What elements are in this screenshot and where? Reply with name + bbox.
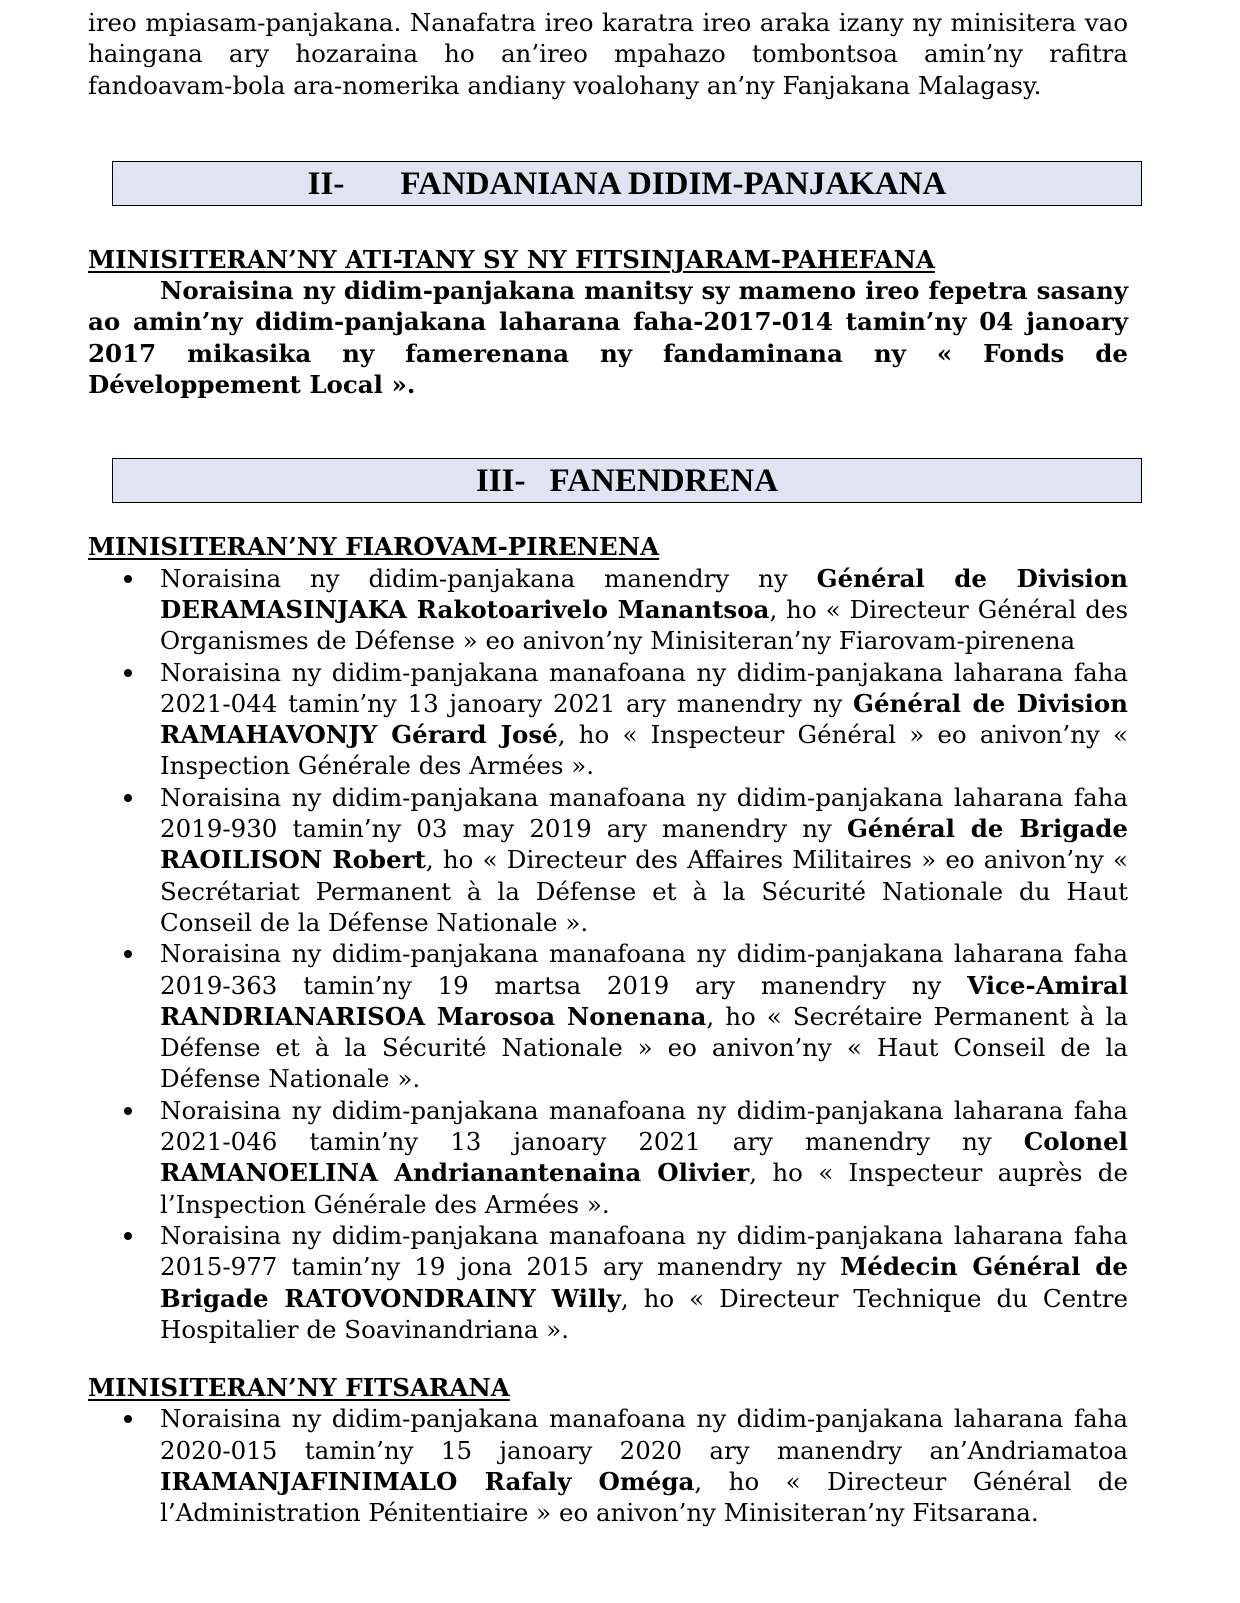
list-item: [160, 1220, 1128, 1345]
section-3-heading: [112, 458, 1142, 503]
section-2-title: FANDANIANA DIDIM-PANJAKANA: [400, 165, 947, 202]
ministry-heading-defense: MINISITERAN’NY FIAROVAM-PIRENENA: [88, 532, 660, 562]
appointee-name: Médecin Général de Brigade RATOVONDRAINY Willy: [160, 1252, 1128, 1313]
section-3-title: FANENDRENA: [549, 463, 779, 500]
ministry-heading-justice: MINISITERAN’NY FITSARANA: [88, 1373, 510, 1403]
list-item: [160, 657, 1128, 782]
list-item: [160, 563, 1128, 657]
item-text: , ho « Directeur Général de l’Administration Pénitentiaire » eo anivon’ny Minisiteran’ny Fitsarana.: [160, 1466, 1128, 1528]
appointee-name: Colonel RAMANOELINA Andrianantenaina Olivier: [160, 1127, 1128, 1188]
item-text: Noraisina ny didim-panjakana manafoana ny didim-panjakana laharana faha 2015-977 tamin’ny 19 jona 2015 ary manendry ny: [160, 1220, 1128, 1282]
item-text: Noraisina ny didim-panjakana manendry ny: [160, 563, 817, 593]
item-text: , ho « Secrétaire Permanent à la Défense et à la Sécurité Nationale » eo anivon’ny « Haut Conseil de la Défense Nationale ».: [160, 1001, 1128, 1094]
section-2-number: II-: [307, 165, 345, 202]
item-text: , ho « Directeur des Affaires Militaires » eo anivon’ny « Secrétariat Permanent à la Défense et à la Sécurité Nationale du Haut Conseil de la Défense Nationale ».: [160, 845, 1128, 937]
justice-appointments-list: [88, 1403, 1128, 1528]
intro-paragraph: ireo mpiasam-panjakana. Nanafatra ireo karatra ireo araka izany ny minisitera vao haingana ary hozaraina ho an’ireo mpahazo tombontsoa amin’ny rafitra fandoavam-bola ara-nomerika andiany voalohany an’ny Fanjakana Malagasy.: [88, 8, 1128, 100]
defense-appointments-list: [88, 563, 1128, 1345]
decree-paragraph: Noraisina ny didim-panjakana manitsy sy mameno ireo fepetra sasany ao amin’ny didim-panjakana laharana faha-2017-014 tamin’ny 04 janoary 2017 mikasika ny famerenana ny fandaminana ny « Fonds de Développement Local ».: [88, 276, 1128, 400]
section-3-number: III-: [475, 463, 526, 500]
item-text: Noraisina ny didim-panjakana manafoana ny didim-panjakana laharana faha 2021-046 tamin’ny 13 janoary 2021 ary manendry ny: [160, 1095, 1128, 1157]
ministry-heading-interior: MINISITERAN’NY ATI-TANY SY NY FITSINJARAM-PAHEFANA: [88, 244, 935, 274]
item-text: , ho « Directeur Technique du Centre Hospitalier de Soavinandriana ».: [160, 1283, 1128, 1344]
appointee-name: Général de Brigade RAOILISON Robert: [160, 814, 1128, 875]
appointee-name: Général de Division RAMAHAVONJY Gérard José: [160, 688, 1128, 750]
appointee-name: Général de Division DERAMASINJAKA Rakotoarivelo Manantsoa: [160, 563, 1128, 624]
item-text: Noraisina ny didim-panjakana manafoana ny didim-panjakana laharana faha 2019-363 tamin’ny 19 martsa 2019 ary manendry ny: [160, 939, 1128, 1000]
section-2-heading: [112, 161, 1142, 206]
list-item: [160, 1095, 1128, 1220]
item-text: , ho « Inspecteur auprès de l’Inspection Générale des Armées ».: [160, 1158, 1128, 1219]
item-text: Noraisina ny didim-panjakana manafoana ny didim-panjakana laharana faha 2020-015 tamin’ny 15 janoary 2020 ary manendry an’Andriamatoa: [160, 1404, 1128, 1465]
item-text: , ho « Directeur Général des Organismes de Défense » eo anivon’ny Minisiteran’ny Fiarovam-pirenena: [160, 594, 1129, 656]
appointee-name: IRAMANJAFINIMALO Rafaly Oméga: [160, 1466, 695, 1496]
item-text: , ho « Inspecteur Général » eo anivon’ny « Inspection Générale des Armées ».: [160, 720, 1128, 781]
list-item: [160, 782, 1128, 938]
item-text: Noraisina ny didim-panjakana manafoana ny didim-panjakana laharana faha 2019-930 tamin’ny 03 may 2019 ary manendry ny: [160, 782, 1128, 844]
item-text: Noraisina ny didim-panjakana manafoana ny didim-panjakana laharana faha 2021-044 tamin’ny 13 janoary 2021 ary manendry ny: [160, 657, 1128, 718]
list-item: [160, 1403, 1128, 1528]
list-item: [160, 938, 1128, 1094]
appointee-name: Vice-Amiral RANDRIANARISOA Marosoa Nonenana: [160, 970, 1128, 1031]
